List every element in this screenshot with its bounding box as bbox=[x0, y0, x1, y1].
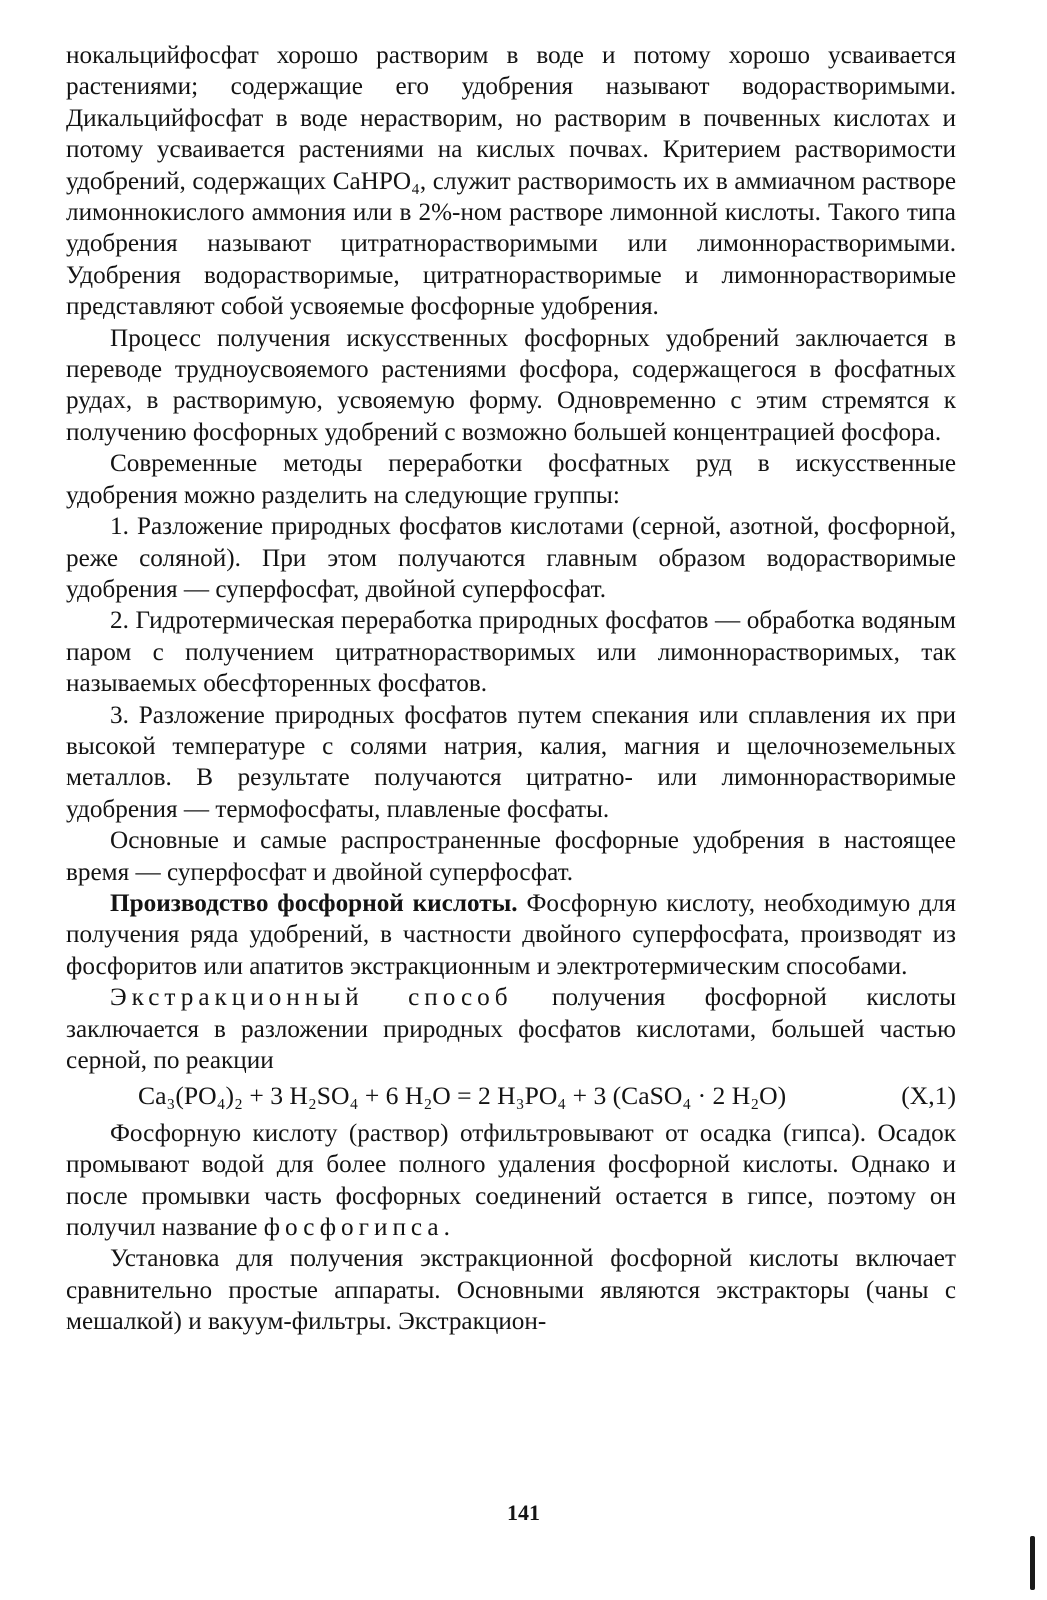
paragraph-methods-intro: Современные методы переработки фосфатных руд в искусственные удобрения можно разделить на следующие группы: bbox=[66, 450, 956, 509]
paragraph-filtering bbox=[66, 1118, 956, 1244]
paragraph-process: Процесс получения искусственных фосфорных удобрений заключается в переводе трудноусвояемого растениями фосфора, содержащегося в фосфатных рудах, в растворимую, усвояемую форму. Одновременно с этим стремятся к получению фосфорных удобрений с возможно большей концентрацией фосфора. bbox=[66, 324, 956, 446]
phosphogypsum-term: фосфогипса bbox=[263, 1214, 444, 1242]
section-heading: Производство фосфорной кислоты. bbox=[110, 889, 518, 917]
paragraph-installation: Установка для получения экстракционной фосфорной кислоты включает сравнительно простые аппараты. Основными являются экстракторы (чаны с мешалкой) и вакуум-фильтры. Экстракцион- bbox=[66, 1245, 956, 1336]
paragraph-main-fertilizers: Основные и самые распространенные фосфорные удобрения в настоящее время — суперфосфат и двойной суперфосфат. bbox=[66, 827, 956, 886]
reaction-formula: Ca₃(PO₄)₂ + 3 H₂SO₄ + 6 H₂O = 2 H₃PO₄ + 3 (CaSO₄ · 2 H₂O) bbox=[138, 1081, 787, 1111]
section-body: Фосфорную кислоту, необходимую для получения ряда удобрений, в частности двойного суперфосфата, производят из фосфоритов или апатитов экстракционным и электротермическим способами. bbox=[66, 889, 956, 980]
extraction-body: получения фосфорной кислоты заключается в разложении природных фосфатов кислотами, большей частью серной, по реакции bbox=[66, 984, 957, 1074]
list-item-acid-decomposition: 1. Разложение природных фосфатов кислотами (серной, азотной, фосфорной, реже соляной). При этом получаются главным образом водорастворимые удобрения — суперфосфат, двойной суперфосфат. bbox=[66, 513, 956, 603]
reaction-equation bbox=[66, 1080, 956, 1111]
extraction-term: Экстракционный способ bbox=[110, 984, 513, 1012]
filtering-end: . bbox=[443, 1214, 450, 1242]
paragraph-phosphoric-acid bbox=[66, 888, 956, 982]
list-item-hydrothermal: 2. Гидротермическая переработка природных фосфатов — обработка водяным паром с получением цитратнорастворимых или лимоннорастворимых, так называемых обесфторенных фосфатов. bbox=[66, 607, 956, 698]
equation-number: (X,1) bbox=[901, 1081, 956, 1111]
filtering-body: Фосфорную кислоту (раствор) отфильтровывают от осадка (гипса). Осадок промывают водой для более полного удаления фосфорной кислоты. Однако и после промывки часть фосфорных соединений остается в гипсе, поэтому он получил название bbox=[66, 1119, 956, 1242]
page-number: 141 bbox=[507, 1500, 540, 1525]
list-item-sintering: 3. Разложение природных фосфатов путем спекания или сплавления их при высокой температуре с солями натрия, калия, магния и щелочноземельных металлов. В результате получаются цитратно- или лимоннорастворимые удобрения — термофосфаты, плавленые фосфаты. bbox=[66, 701, 956, 823]
paragraph-solubility: нокальцийфосфат хорошо растворим в воде и потому хорошо усваивается растениями; содержащие его удобрения называют водорастворимыми. Дикальцийфосфат в воде нерастворим, но растворим в почвенных кислотах и потому усваивается растениями на кислых почвах. Критерием растворимости удобрений, содержащих CaHPO₄, служит растворимость их в аммиачном растворе лимоннокислого аммония или в 2%-ном растворе лимонной кислоты. Такого типа удобрения называют цитратнорастворимыми или лимоннорастворимыми. Удобрения водорастворимые, цитратнорастворимые и лимоннорастворимые представляют собой усвояемые фосфорные удобрения. bbox=[66, 42, 956, 321]
scan-edge-mark bbox=[1030, 1536, 1035, 1590]
paragraph-extraction bbox=[66, 982, 956, 1076]
page-body bbox=[66, 40, 956, 1338]
